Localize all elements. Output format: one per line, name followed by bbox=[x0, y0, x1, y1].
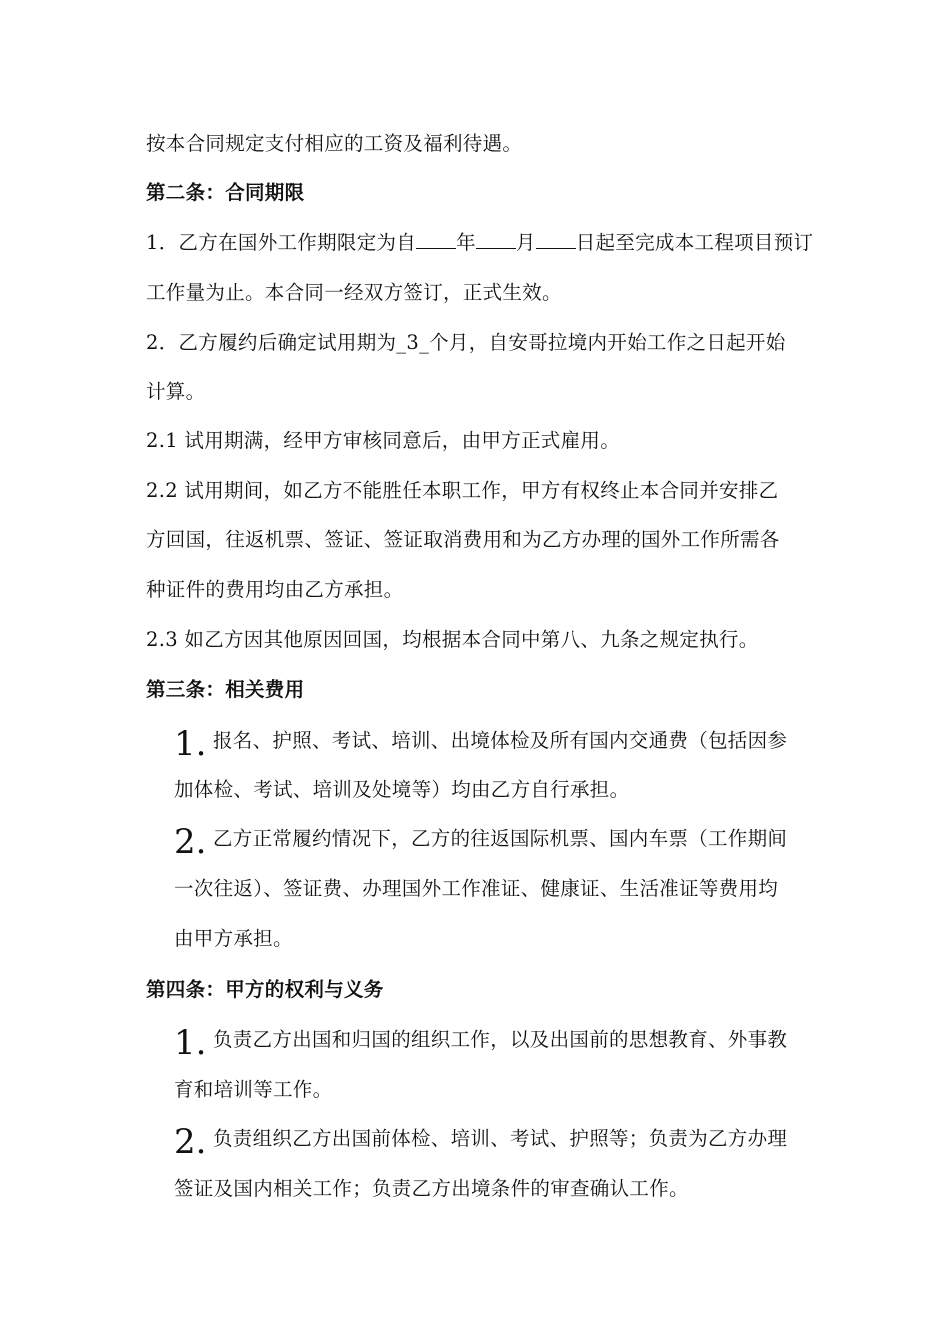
paragraph-line: 方回国，往返机票、签证、签证取消费用和为乙方办理的国外工作所需各 bbox=[146, 528, 780, 551]
list-number: 1. bbox=[174, 1023, 207, 1063]
clause-text: 年 bbox=[456, 231, 476, 254]
clause-4-2: 负责组织乙方出国前体检、培训、考试、护照等；负责为乙方办理 bbox=[213, 1127, 788, 1150]
section-heading-4: 第四条：甲方的权利与义务 bbox=[146, 978, 384, 1001]
clause-text: 1．乙方在国外工作期限定为自 bbox=[146, 231, 417, 254]
paragraph-line: 按本合同规定支付相应的工资及福利待遇。 bbox=[146, 132, 523, 155]
paragraph-line: 育和培训等工作。 bbox=[174, 1078, 333, 1101]
clause-2-1 bbox=[146, 228, 813, 257]
clause-2-2-3: 2.3 如乙方因其他原因回国，均根据本合同中第八、九条之规定执行。 bbox=[146, 628, 759, 651]
clause-2-2-1: 2.1 试用期满，经甲方审核同意后，由甲方正式雇用。 bbox=[146, 429, 621, 452]
clause-text: 月 bbox=[515, 231, 536, 254]
blank-field bbox=[536, 228, 576, 249]
paragraph-line: 加体检、考试、培训及处境等）均由乙方自行承担。 bbox=[174, 778, 630, 801]
blank-field bbox=[416, 228, 456, 249]
paragraph-line: 种证件的费用均由乙方承担。 bbox=[146, 578, 404, 601]
clause-text: 日起至完成本工程项目预订 bbox=[575, 231, 814, 254]
paragraph-line: 由甲方承担。 bbox=[174, 927, 293, 950]
clause-3-2: 乙方正常履约情况下，乙方的往返国际机票、国内车票（工作期间 bbox=[213, 827, 788, 850]
clause-4-1: 负责乙方出国和归国的组织工作，以及出国前的思想教育、外事教 bbox=[213, 1028, 788, 1051]
section-heading-2: 第二条：合同期限 bbox=[146, 181, 305, 204]
list-number: 2. bbox=[174, 822, 207, 862]
blank-field bbox=[476, 228, 516, 249]
paragraph-line: 一次往返）、签证费、办理国外工作准证、健康证、生活准证等费用均 bbox=[174, 877, 779, 900]
section-heading-3: 第三条：相关费用 bbox=[146, 678, 305, 701]
paragraph-line: 签证及国内相关工作；负责乙方出境条件的审查确认工作。 bbox=[174, 1177, 689, 1200]
clause-3-1: 报名、护照、考试、培训、出境体检及所有国内交通费（包括因参 bbox=[213, 729, 788, 752]
paragraph-line: 工作量为止。本合同一经双方签订，正式生效。 bbox=[146, 281, 562, 304]
paragraph-line: 计算。 bbox=[146, 380, 206, 403]
list-number: 1. bbox=[174, 724, 207, 764]
list-number: 2. bbox=[174, 1122, 207, 1162]
clause-2-2-2: 2.2 试用期间，如乙方不能胜任本职工作，甲方有权终止本合同并安排乙 bbox=[146, 479, 779, 502]
clause-2-2: 2．乙方履约后确定试用期为_3_个月，自安哥拉境内开始工作之日起开始 bbox=[146, 331, 786, 354]
